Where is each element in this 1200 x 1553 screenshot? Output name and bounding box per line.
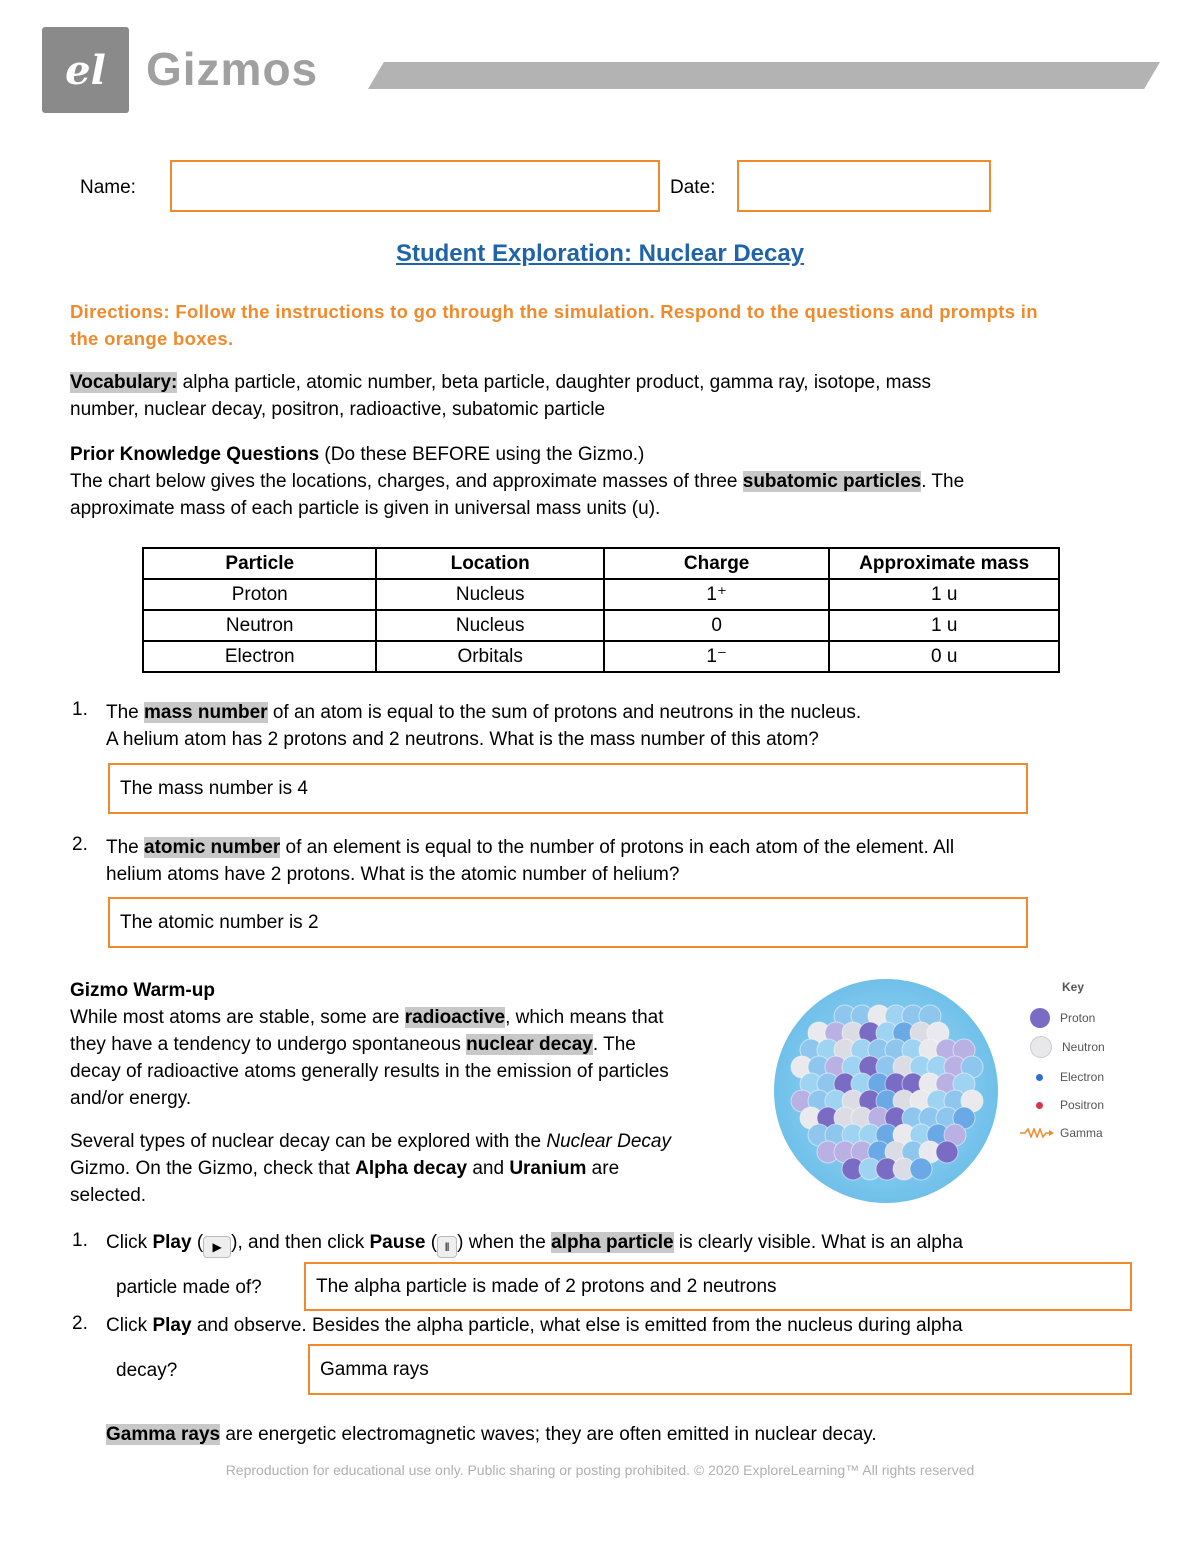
answer-box-q1[interactable]: The mass number is 4 [108, 763, 1028, 814]
table-row [143, 610, 1059, 641]
play-icon: ▶ [203, 1236, 231, 1258]
warmup-paragraph-2: Several types of nuclear decay can be explored with the Nuclear Decay Gizmo. On the Gizmo, check that Alpha decay and Uranium are selected. [70, 1131, 671, 1206]
warmup-paragraph-1: Gizmo Warm-up While most atoms are stable, some are radioactive, which means that they have a tendency to undergo spontaneous nuclear decay. The decay of radioactive atoms generally results in the emission of particles and/or energy. [70, 980, 669, 1109]
positron-swatch [1036, 1102, 1043, 1109]
table-cell: 0 u [829, 641, 1059, 672]
header-stripe [368, 62, 1160, 89]
table-row [143, 641, 1059, 672]
name-label: Name: [80, 177, 136, 198]
gamma-rays-note: Gamma rays are energetic electromagnetic waves; they are often emitted in nuclear decay. [106, 1424, 877, 1445]
table-cell: 1 u [829, 579, 1059, 610]
question-number: 1. [72, 1230, 88, 1251]
nucleon [910, 1158, 932, 1180]
proton-swatch [1030, 1008, 1050, 1028]
table-cell: Nucleus [376, 579, 603, 610]
directions: Directions: Follow the instructions to go through the simulation. Respond to the questions and prompts in the orange boxes. [70, 301, 1038, 349]
key-item-positron: Positron [1030, 1091, 1150, 1119]
question-1: The mass number of an atom is equal to the sum of protons and neutrons in the nucleus. A helium atom has 2 protons and 2 neutrons. What is the mass number of this atom? [106, 702, 862, 750]
table-cell: 0 [604, 610, 829, 641]
key-item-neutron: Neutron [1030, 1031, 1150, 1063]
table-header: Location [376, 548, 603, 579]
date-label: Date: [670, 177, 716, 198]
table-row [143, 579, 1059, 610]
table-cell: 1⁻ [604, 641, 829, 672]
key-item-proton: Proton [1030, 1005, 1150, 1031]
table-cell: Orbitals [376, 641, 603, 672]
key-item-gamma: Gamma [1020, 1119, 1150, 1147]
date-field[interactable] [737, 160, 991, 212]
warmup-question-2-cont: decay? [116, 1360, 178, 1381]
prior-knowledge: Prior Knowledge Questions (Do these BEFORE using the Gizmo.) The chart below gives the locations, charges, and approximate masses of three subatomic particles. The approximate mass of each particle is given in universal mass units (u). [70, 444, 965, 519]
question-2: The atomic number of an element is equal to the number of protons in each atom of the element. All helium atoms have 2 protons. What is the atomic number of helium? [106, 837, 955, 885]
answer-box-q2[interactable]: The atomic number is 2 [108, 897, 1028, 948]
brand-name: Gizmos [146, 43, 319, 95]
table-cell: Proton [143, 579, 376, 610]
subatomic-particles-table [142, 547, 1060, 673]
key-item-electron: Electron [1030, 1063, 1150, 1091]
table-cell: Neutron [143, 610, 376, 641]
footer: Reproduction for educational use only. Public sharing or posting prohibited. © 2020 ExploreLearning™ All rights reserved [225, 1462, 975, 1478]
electron-swatch [1036, 1074, 1043, 1081]
table-header: Particle [143, 548, 376, 579]
key-title: Key [1062, 980, 1085, 994]
table-header-row [143, 548, 1059, 579]
table-header: Charge [604, 548, 829, 579]
table-header: Approximate mass [829, 548, 1059, 579]
warmup-question-1-cont: particle made of? [116, 1277, 262, 1298]
nucleon [936, 1141, 958, 1163]
table-cell: 1 u [829, 610, 1059, 641]
name-field[interactable] [170, 160, 660, 212]
key-legend [1030, 1005, 1150, 1147]
table-cell: Nucleus [376, 610, 603, 641]
table-cell: 1⁺ [604, 579, 829, 610]
nucleus-illustration [770, 977, 1005, 1205]
gamma-wave-icon [1020, 1128, 1056, 1138]
question-number: 2. [72, 834, 88, 855]
pause-icon: ‖ [437, 1236, 457, 1258]
answer-box-w2[interactable]: Gamma rays [308, 1344, 1132, 1395]
explorelearning-logo: el [42, 27, 129, 113]
page-title: Student Exploration: Nuclear Decay [395, 240, 805, 267]
warmup-question-1: Click Play ( ▶ ), and then click Pause ( ‖ ) when the alpha particle is clearly visible. What is an alpha [106, 1229, 1166, 1258]
question-number: 1. [72, 699, 88, 720]
warmup-question-2: Click Play and observe. Besides the alpha particle, what else is emitted from the nucleus during alpha [106, 1315, 963, 1336]
neutron-swatch [1030, 1036, 1052, 1058]
vocabulary: Vocabulary: alpha particle, atomic number, beta particle, daughter product, gamma ray, isotope, mass number, nuclear decay, positron, radioactive, subatomic particle [70, 372, 932, 420]
table-cell: Electron [143, 641, 376, 672]
question-number: 2. [72, 1313, 88, 1334]
answer-box-w1[interactable]: The alpha particle is made of 2 protons and 2 neutrons [304, 1262, 1132, 1311]
